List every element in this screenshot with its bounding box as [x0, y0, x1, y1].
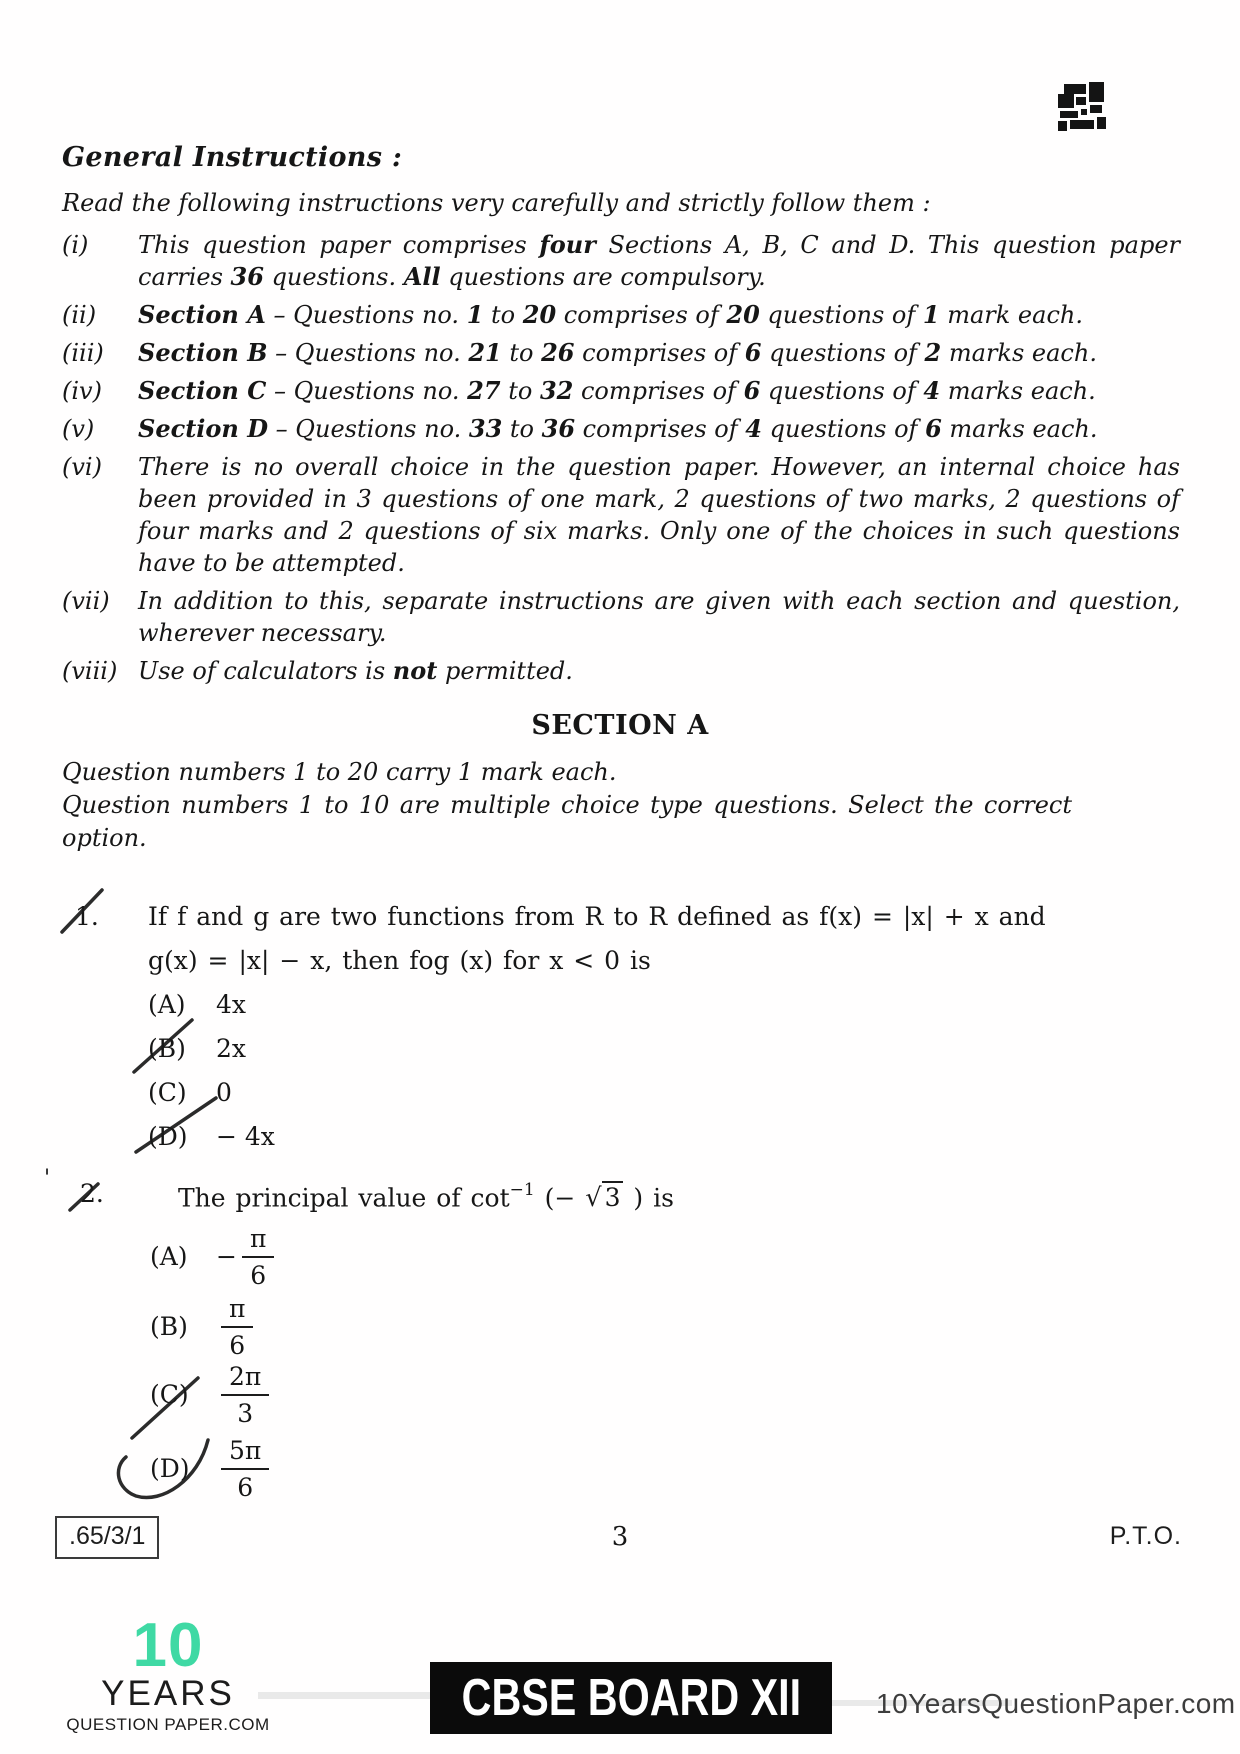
pto-label: P.T.O.: [1109, 1522, 1182, 1550]
instructions-list: [62, 229, 1180, 687]
option-value: 0: [216, 1078, 232, 1107]
option-letter: (C): [148, 1078, 187, 1107]
page-number: 3: [611, 1522, 629, 1552]
question-1-text: [148, 895, 1180, 983]
question-1-options: [148, 983, 1180, 1159]
fraction: [221, 1436, 269, 1502]
instruction-item: [62, 337, 1180, 369]
fraction-denominator: 6: [250, 1261, 267, 1291]
fraction-numerator: 5π: [221, 1436, 269, 1470]
option-row: [150, 1224, 274, 1290]
option-row: [150, 1362, 269, 1428]
instruction-item: [62, 585, 1180, 649]
instruction-label: (iii): [62, 339, 104, 367]
option-letter: (A): [150, 1242, 188, 1272]
fraction: [221, 1362, 269, 1428]
ten-years-logo: [56, 1611, 280, 1736]
fraction-denominator: 3: [237, 1399, 254, 1429]
instruction-text: This question paper comprises four Sections A, B, C and D. This question paper carries 36 questions. All questions are compulsory.: [138, 230, 1180, 291]
instruction-label: (ii): [62, 301, 97, 329]
option-row: [150, 1294, 253, 1360]
option-row: [150, 1436, 269, 1502]
instruction-label: (iv): [62, 377, 102, 405]
option-letter: (A): [148, 990, 186, 1019]
instruction-text: Section C – Questions no. 27 to 32 comprises of 6 questions of 4 marks each.: [138, 376, 1096, 405]
general-instructions: [62, 142, 1180, 693]
question-2-number: 2.: [80, 1179, 104, 1208]
instruction-text: Section A – Questions no. 1 to 20 comprises of 20 questions of 1 mark each.: [138, 300, 1083, 329]
option-value: 4x: [216, 990, 247, 1019]
question-line: g(x) = |x| − x, then fog (x) for x < 0 is: [148, 946, 651, 975]
option-row: [148, 1071, 1180, 1115]
instruction-text: Section B – Questions no. 21 to 26 comprises of 6 questions of 2 marks each.: [138, 338, 1097, 367]
option-letter: (C): [150, 1380, 189, 1410]
scan-smudge: [258, 1692, 433, 1699]
fraction: [221, 1294, 253, 1360]
fraction-numerator: π: [221, 1294, 253, 1328]
section-a-intro: [62, 756, 1180, 855]
section-a-heading: SECTION A: [531, 710, 709, 741]
option-letter: (D): [148, 1122, 188, 1151]
option-row: [148, 983, 1180, 1027]
fraction-numerator: 2π: [221, 1362, 269, 1396]
question-line: If f and g are two functions from R to R defined as f(x) = |x| + x and: [148, 902, 1046, 931]
instruction-text: In addition to this, separate instructions are given with each section and question, wherever necessary.: [138, 587, 1180, 647]
instruction-item: [62, 451, 1180, 579]
section-intro-line: Question numbers 1 to 10 are multiple choice type questions. Select the correct option.: [62, 791, 1072, 852]
instructions-title: General Instructions :: [62, 142, 403, 173]
logo-number: 10: [132, 1611, 204, 1680]
instruction-text: There is no overall choice in the question paper. However, an internal choice has been provided in 3 questions of one mark, 2 questions of two marks, 2 questions of four marks and 2 questions of six marks. Only one of the choices in such questions have to be attempted.: [138, 453, 1180, 577]
option-letter: (D): [150, 1454, 190, 1484]
fraction-numerator: π: [242, 1224, 274, 1258]
instruction-label: (i): [62, 231, 89, 259]
instruction-item: [62, 229, 1180, 293]
question-1-number: 1.: [75, 902, 99, 931]
website-link-text: 10YearsQuestionPaper.com: [876, 1688, 1236, 1719]
fraction-denominator: 6: [229, 1331, 246, 1361]
instruction-item: [62, 375, 1180, 407]
question-1: [62, 895, 1180, 1159]
minus-sign: −: [216, 1242, 237, 1272]
stray-pen-mark: ': [44, 1166, 51, 1191]
option-row: [148, 1027, 1180, 1071]
question-2-text: The principal value of $\cot^{-1}$ (− √ 3 ) is: [178, 1180, 674, 1214]
instruction-text: Use of calculators is not permitted.: [138, 656, 573, 685]
option-letter: (B): [150, 1312, 188, 1342]
instruction-text: Section D – Questions no. 33 to 36 comprises of 4 questions of 6 marks each.: [138, 414, 1098, 443]
fraction: [242, 1224, 274, 1290]
stamp-icon: [1056, 82, 1110, 136]
instruction-item: [62, 655, 1180, 687]
instruction-label: (v): [62, 415, 95, 443]
instruction-label: (vii): [62, 587, 110, 615]
instruction-item: [62, 299, 1180, 331]
option-value: − 4x: [216, 1122, 275, 1151]
cbse-board-banner-text: CBSE BOARD XII: [461, 1669, 801, 1727]
option-value: 2x: [216, 1034, 247, 1063]
option-row: [148, 1115, 1180, 1159]
instruction-label: (vi): [62, 453, 102, 481]
fraction-denominator: 6: [237, 1473, 254, 1503]
instruction-label: (viii): [62, 657, 118, 685]
instruction-item: [62, 413, 1180, 445]
question-2: [44, 1166, 1180, 1532]
logo-years: YEARS: [101, 1674, 235, 1713]
logo-domain: QUESTION PAPER.COM: [66, 1715, 270, 1734]
section-intro-line: Question numbers 1 to 20 carry 1 mark each.: [62, 758, 617, 786]
instructions-lead: Read the following instructions very carefully and strictly follow them :: [62, 189, 931, 217]
option-letter: (B): [148, 1034, 186, 1063]
cbse-board-banner: [430, 1662, 832, 1734]
paper-code-box: .65/3/1: [55, 1516, 159, 1559]
